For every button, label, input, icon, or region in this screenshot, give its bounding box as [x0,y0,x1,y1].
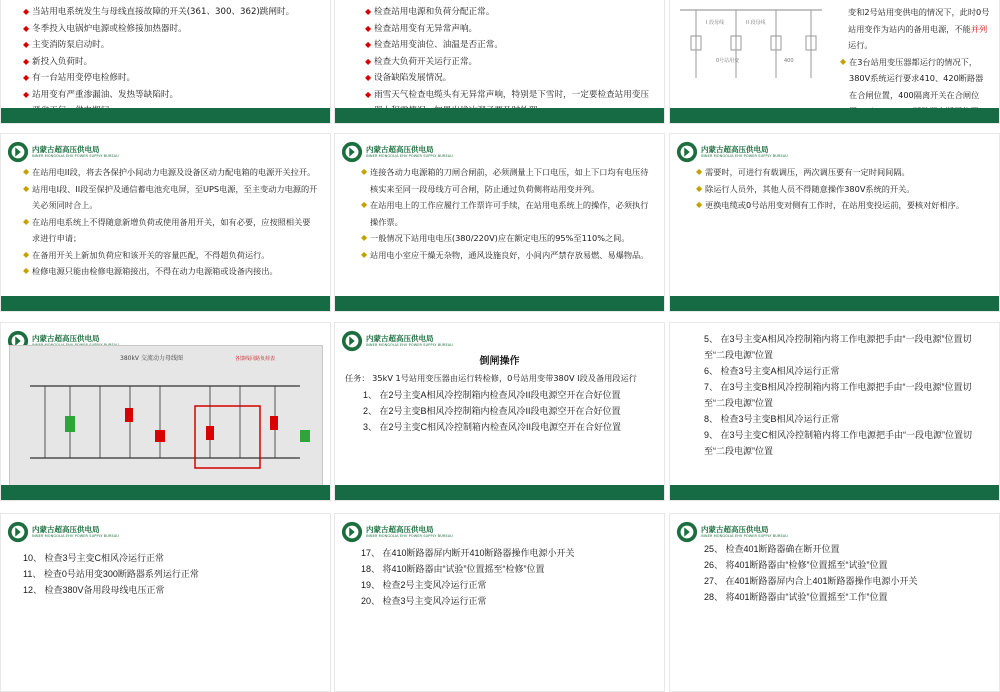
footer-band [1,108,330,123]
bullet: ◆ 在备用开关上新加负荷应和该开关的容量匹配，不得超负荷运行。 [23,247,318,264]
open-switch-icon [206,426,214,440]
diamond-bullet-icon: ◆ [23,216,30,226]
slide-12-content [704,541,987,605]
diagram-label: 0号站用变 [716,58,740,64]
slide-header [7,140,119,164]
diamond-bullet-icon: ◆ [361,200,368,209]
org-name-en: INNER MONGOLIA EHV POWER SUPPLY BUREAU [366,154,453,158]
slide-header [341,329,453,353]
diamond-bullet-icon: ◆ [23,266,30,275]
footer-band [1,296,330,311]
bullet: ◆ 在站用电上的工作应履行工作票许可手续，在站用电系统上的操作，必须执行操作票。 [361,197,652,230]
footer-band [335,296,664,311]
diamond-bullet-icon: ◆ [365,23,372,33]
paragraph: 变和2号站用变供电的情况下，此时0号站用变作为站内的备用电源，不能并列运行。 [848,7,990,50]
step-line: 27、 在401断路器屏内合上401断路器操作电源小开关 [704,576,918,586]
org-name-en: INNER MONGOLIA EHV POWER SUPPLY BUREAU [701,534,788,538]
open-switch-icon [155,430,165,442]
slide-2[interactable] [334,0,665,124]
slide-title: 倒闸操作 [479,356,520,367]
bullet: ◆ 除运行人员外，其他人员不得随意操作380V系统的开关。 [696,181,987,198]
slide-11-content [361,545,652,609]
bullet: ◆ 有一台站用变停电检修时。 [23,70,318,87]
diagram-label: 400 [784,58,794,64]
slide-header [341,140,453,164]
bureau-logo-icon [676,521,698,543]
slide-5[interactable] [334,133,665,312]
org-name-cn: 内蒙古超高压供电局 [32,525,100,534]
step-line: 10、 检查3号主变C相风冷运行正常 [23,553,165,563]
slide-5-content [361,164,652,263]
bullet: ◆ 站用电I段、II段至保护及通信蓄电池充电屏，至UPS电源，至主变动力电源的开关必须同时合上。 [23,181,318,214]
diamond-bullet-icon: ◆ [361,167,368,176]
step-line: 1、 在2号主变A相风冷控制箱内检查风冷II段电源空开在合好位置 [363,389,621,400]
slide-9-content [704,331,991,459]
step-line: 5、 在3号主变A相风冷控制箱内将工作电源把手由“一段电源”位置切至“二段电源”位置 [704,334,972,360]
bureau-logo-icon [341,330,363,352]
single-line-diagram [676,2,826,82]
diamond-bullet-icon: ◆ [23,23,30,33]
diamond-bullet-icon: ◆ [696,200,703,209]
bullet: ◆ 在站用电系统上不得随意新增负荷或使用备用开关，如有必要，应按照相关要求进行申请； [23,214,318,247]
slide-7[interactable] [0,322,331,501]
diamond-bullet-icon: ◆ [361,233,368,242]
footer-band [1,485,330,500]
diagram-note: 各馈线回路负荷表 [235,356,276,362]
diamond-bullet-icon: ◆ [23,167,30,176]
bullet: ◆ 检查站用变有无异常声响。 [365,21,652,38]
slide-3[interactable] [669,0,1000,124]
task-text: 任务： 35kV 1号站用变压器由运行转检修，0号站用变带380V I段及备用段运行 [345,373,637,383]
bureau-logo-icon [341,521,363,543]
slide-8-content [345,355,654,435]
bullet: ◆ 设备缺陷发展情况。 [365,70,652,87]
slide-header [676,140,788,164]
slide-12[interactable] [669,513,1000,692]
bureau-logo-icon [7,141,29,163]
slide-2-content [365,4,652,120]
org-name-cn: 内蒙古超高压供电局 [366,525,434,534]
diamond-bullet-icon: ◆ [696,183,703,193]
bullet: ◆ 当站用电系统发生与母线直接故障的开关(361、300、362)跳闸时。 [23,4,318,21]
slide-header [341,520,453,544]
org-name-en: INNER MONGOLIA EHV POWER SUPPLY BUREAU [32,154,119,158]
slide-4-content [23,164,318,280]
bullet: ◆ 一般情况下站用电电压(380/220V)应在额定电压的95%至110%之间。 [361,230,652,247]
diamond-bullet-icon: ◆ [23,183,30,193]
diamond-bullet-icon: ◆ [365,7,372,16]
org-name-en: INNER MONGOLIA EHV POWER SUPPLY BUREAU [32,534,119,538]
step-line: 20、 检查3号主变风冷运行正常 [361,596,487,606]
open-switch-icon [270,416,278,430]
bullet: ◆ 在站用电II段，将去各保护小间动力电源及设备区动力配电箱的电源开关拉开。 [23,164,318,181]
slide-1[interactable] [0,0,331,124]
bullet: ◆ 站用电小室应干燥无杂物，通风设施良好，小间内严禁存放易燃、易爆物品。 [361,247,652,264]
closed-switch-icon [65,416,75,432]
bullet: ◆ 主变消防泵启动时。 [23,37,318,54]
footer-band [335,485,664,500]
org-name-cn: 内蒙古超高压供电局 [366,334,434,343]
diamond-bullet-icon: ◆ [840,56,847,66]
bullet: ◆ 冬季投入电锅炉电源或检修接加热器时。 [23,21,318,38]
slide-6[interactable] [669,133,1000,312]
diagram-label: II 段母线 [746,20,766,26]
bullet: ◆ 新投入负荷时。 [23,54,318,71]
bullet: ◆ 更换电缆或0号站用变对侧有工作时，在站用变投运前，要核对好相序。 [696,197,987,214]
bureau-logo-icon [341,141,363,163]
slide-6-content [696,164,987,214]
bullet: ◆ 检查站用电源和负荷分配正常。 [365,4,652,21]
footer-band [670,108,999,123]
slide-3-content [840,4,991,120]
bureau-logo-icon [676,141,698,163]
diamond-bullet-icon: ◆ [696,167,703,176]
busbar-diagram-photo [9,345,323,487]
diamond-bullet-icon: ◆ [23,249,30,259]
bullet: ◆ 检查站用变油位、油温是否正常。 [365,37,652,54]
footer-band [670,485,999,500]
busbar-diagram [10,346,322,486]
step-line: 11、 检查0号站用变300断路器系列运行正常 [23,569,199,579]
bullet: ◆ 站用变有严重渗漏油、发热等缺陷时。 [23,87,318,104]
slide-1-content [23,4,318,120]
diagram-title: 380kV 交流动力母线图 [120,355,183,362]
step-line: 18、 将410断路器由“试验”位置摇至“检修”位置 [361,564,545,574]
org-name-cn: 内蒙古超高压供电局 [32,334,100,343]
step-line: 26、 将401断路器由“检修”位置摇至“试验”位置 [704,560,888,570]
org-name-cn: 内蒙古超高压供电局 [701,145,769,154]
step-line: 7、 在3号主变B相风冷控制箱内将工作电源把手由“一段电源”位置切至“二段电源”位置 [704,382,972,408]
diamond-bullet-icon: ◆ [23,56,30,66]
closed-switch-icon [300,430,310,442]
slide-header [7,520,119,544]
bullet: ◆ 检查大负荷开关运行正常。 [365,54,652,71]
bullet: ◆ 在3台站用变压器都运行的情况下，380V系统运行要求410、420断路器在合闸位置，400隔离开关在合闸位 [840,54,991,120]
diamond-bullet-icon: ◆ [365,73,372,82]
step-line: 9、 在3号主变C相风冷控制箱内将工作电源把手由“一段电源”位置切至“二段电源”位置 [704,430,973,456]
bullet: ◆ 连接各动力电源箱的刀闸合闸前，必须测量上下口电压，如上下口均有电压待核实来至同一段母线方可合闸，防止通过负荷侧将站用变并列。 [361,164,652,197]
footer-band [670,296,999,311]
org-name-en: INNER MONGOLIA EHV POWER SUPPLY BUREAU [366,534,453,538]
slide-9[interactable] [669,322,1000,501]
bullet: ◆ 雨雪天气检查电缆头有无异常声响，特别是下雪时，一定要检查站用变压 [365,87,652,120]
org-name-en: INNER MONGOLIA EHV POWER SUPPLY BUREAU [701,154,788,158]
step-line: 3、 在2号主变C相风冷控制箱内检查风冷II段电源空开在合好位置 [363,421,622,432]
step-line: 17、 在410断路器屏内断开410断路器操作电源小开关 [361,548,575,558]
step-line: 25、 检查401断路器确在断开位置 [704,544,840,554]
slide-10[interactable] [0,513,331,692]
step-line: 12、 检查380V备用段母线电压正常 [23,585,165,595]
step-line: 28、 将401断路器由“试验”位置摇至“工作”位置 [704,592,888,602]
bullet: ◆ 需要时，可进行有载调压，两次调压要有一定时间间隔。 [696,164,987,181]
diamond-bullet-icon: ◆ [23,40,30,49]
step-line: 2、 在2号主变B相风冷控制箱内检查风冷II段电源空开在合好位置 [363,405,621,416]
diamond-bullet-icon: ◆ [365,40,372,49]
footer-band [335,108,664,123]
diamond-bullet-icon: ◆ [23,7,30,16]
bureau-logo-icon [7,521,29,543]
slide-10-content [23,550,318,598]
org-name-cn: 内蒙古超高压供电局 [32,145,100,154]
slide-8[interactable] [334,322,665,501]
org-name-cn: 内蒙古超高压供电局 [701,525,769,534]
diamond-bullet-icon: ◆ [361,249,368,259]
org-name-en: INNER MONGOLIA EHV POWER SUPPLY BUREAU [366,343,453,347]
org-name-cn: 内蒙古超高压供电局 [366,145,434,154]
diagram-label: I 段母线 [706,20,725,26]
step-line: 6、 检查3号主变A相风冷运行正常 [704,366,840,376]
slide-11[interactable] [334,513,665,692]
step-line: 19、 检查2号主变风冷运行正常 [361,580,487,590]
step-line: 8、 检查3号主变B相风冷运行正常 [704,414,840,424]
diamond-bullet-icon: ◆ [365,89,372,99]
slide-4[interactable] [0,133,331,312]
diamond-bullet-icon: ◆ [23,73,30,82]
diamond-bullet-icon: ◆ [23,89,30,99]
open-switch-icon [125,408,133,422]
diamond-bullet-icon: ◆ [365,56,372,66]
bullet: ◆ 检修电源只能由检修电源箱接出，不得在动力电源箱或设备内接出。 [23,263,318,280]
